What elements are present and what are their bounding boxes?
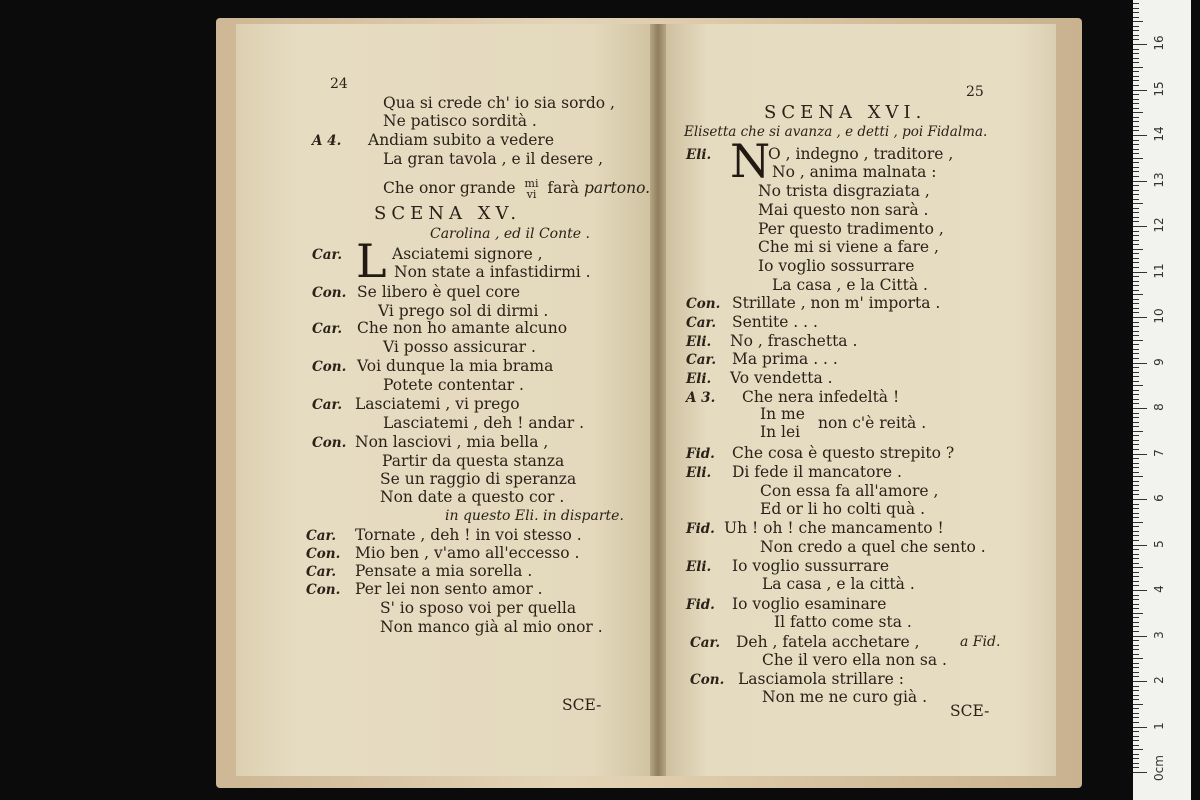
ruler-label: 2 — [1152, 676, 1166, 684]
ruler-tick-minor — [1133, 390, 1139, 391]
ruler-tick-minor — [1133, 326, 1139, 327]
ruler-tick-minor — [1133, 126, 1139, 127]
ruler-label: 15 — [1152, 80, 1166, 97]
ruler-tick-minor — [1133, 749, 1143, 750]
ruler-tick-minor — [1133, 190, 1139, 191]
ruler-tick-minor — [1133, 663, 1139, 664]
ruler-tick-minor — [1133, 645, 1139, 646]
ruler-tick-minor — [1133, 381, 1139, 382]
ruler-tick-minor — [1133, 185, 1139, 186]
ruler-tick-major — [1133, 90, 1147, 91]
ruler-tick-minor — [1133, 394, 1139, 395]
speaker: Eli. — [686, 371, 712, 387]
speaker: Car. — [306, 564, 337, 580]
text-line: Non lasciovi , mia bella , — [355, 433, 549, 451]
text-line: Io voglio esaminare — [732, 595, 887, 613]
ruler-tick-minor — [1133, 176, 1139, 177]
text-line-fraction — [383, 178, 650, 200]
ruler-tick-minor — [1133, 117, 1139, 118]
ruler-tick-minor — [1133, 171, 1139, 172]
ruler-tick-major — [1133, 636, 1147, 637]
ruler-tick-minor — [1133, 144, 1139, 145]
ruler-tick-minor — [1133, 353, 1139, 354]
speaker: Con. — [306, 582, 341, 598]
scene-subtitle: Carolina , ed il Conte . — [430, 226, 590, 242]
ruler-tick-minor — [1133, 258, 1139, 259]
ruler-tick-major — [1133, 590, 1147, 591]
catchword-left: SCE- — [562, 696, 602, 714]
ruler-label: 11 — [1152, 262, 1166, 279]
ruler-label: 4 — [1152, 585, 1166, 593]
ruler-tick-minor — [1133, 26, 1139, 27]
ruler-tick-minor — [1133, 385, 1143, 386]
ruler-tick-minor — [1133, 253, 1139, 254]
text-line: Per lei non sento amor . — [355, 580, 543, 598]
ruler-tick-major — [1133, 226, 1147, 227]
ruler-tick-minor — [1133, 235, 1139, 236]
ruler-tick-minor — [1133, 713, 1139, 714]
ruler-tick-minor — [1133, 212, 1139, 213]
ruler-tick-minor — [1133, 686, 1139, 687]
ruler-tick-minor — [1133, 344, 1139, 345]
ruler-label: 10 — [1152, 308, 1166, 324]
text-line: non c'è reità . — [818, 414, 927, 432]
text-line: Vo vendetta . — [730, 369, 833, 387]
ruler-tick-minor — [1133, 276, 1139, 277]
text-line: Mio ben , v'amo all'eccesso . — [355, 544, 580, 562]
text-line: No , fraschetta . — [730, 332, 858, 350]
ruler-tick-minor — [1133, 463, 1139, 464]
speaker: Car. — [312, 321, 343, 337]
ruler-label: 13 — [1152, 171, 1166, 188]
ruler-label: 3 — [1152, 630, 1166, 639]
speaker: Con. — [312, 435, 347, 451]
ruler-tick-minor — [1133, 617, 1139, 618]
text-line: Non me ne curo già . — [762, 688, 927, 706]
ruler-tick-minor — [1133, 340, 1143, 341]
speaker: Car. — [306, 528, 337, 544]
ruler-tick-minor — [1133, 208, 1139, 209]
drop-cap: L — [356, 234, 387, 288]
ruler-tick-minor — [1133, 549, 1139, 550]
ruler-tick-minor — [1133, 435, 1139, 436]
text-line: Che mi si viene a fare , — [758, 238, 939, 256]
text-line: Che cosa è questo strepito ? — [732, 444, 955, 462]
ruler-tick-minor — [1133, 76, 1139, 77]
fraction-bottom: vi — [526, 188, 537, 201]
ruler-tick-minor — [1133, 554, 1139, 555]
speaker: Fid. — [686, 446, 715, 462]
ruler-tick-minor — [1133, 153, 1139, 154]
ruler-tick-major — [1133, 181, 1147, 182]
ruler-tick-minor — [1133, 140, 1139, 141]
ruler-tick-minor — [1133, 490, 1139, 491]
ruler-tick-minor — [1133, 649, 1139, 650]
drop-cap: N — [730, 134, 771, 188]
ruler-tick-minor — [1133, 699, 1139, 700]
ruler-tick-minor — [1133, 303, 1139, 304]
ruler-tick-minor — [1133, 631, 1139, 632]
text-line: In me — [760, 405, 805, 423]
text-line: Mai questo non sarà . — [758, 201, 929, 219]
text-line: Non manco già al mio onor . — [380, 618, 603, 636]
ruler-tick-minor — [1133, 676, 1139, 677]
ruler-tick-minor — [1133, 49, 1139, 50]
ruler-tick-major — [1133, 727, 1147, 728]
text-line: Sentite . . . — [732, 313, 818, 331]
text-line: Che nera infedeltà ! — [742, 388, 900, 406]
text-line: Se un raggio di speranza — [380, 470, 577, 488]
ruler-label: 8 — [1152, 403, 1166, 411]
ruler-tick-major — [1133, 681, 1147, 682]
ruler-tick-minor — [1133, 440, 1139, 441]
ruler-tick-minor — [1133, 481, 1139, 482]
stage-direction: partono. — [583, 179, 651, 197]
speaker: Car. — [690, 635, 721, 651]
text-line: Non credo a quel che sento . — [760, 538, 986, 556]
text-line: Che non ho amante alcuno — [357, 319, 568, 337]
speaker: Eli. — [686, 334, 712, 350]
text-line: Uh ! oh ! che mancamento ! — [724, 519, 944, 537]
ruler-tick-minor — [1133, 613, 1143, 614]
ruler-tick-minor — [1133, 754, 1139, 755]
catchword-right: SCE- — [950, 702, 990, 720]
ruler-tick-minor — [1133, 112, 1143, 113]
ruler-tick-minor — [1133, 504, 1139, 505]
ruler-tick-minor — [1133, 531, 1139, 532]
ruler-tick-minor — [1133, 121, 1139, 122]
ruler-tick-minor — [1133, 763, 1139, 764]
ruler-label: 5 — [1152, 539, 1166, 548]
speaker: Car. — [686, 352, 717, 368]
ruler-tick-minor — [1133, 358, 1139, 359]
speaker: Con. — [312, 285, 347, 301]
text-fragment: Che onor grande — [383, 179, 516, 197]
ruler-tick-minor — [1133, 149, 1139, 150]
speaker: A 3. — [686, 390, 716, 406]
ruler-tick-major — [1133, 135, 1147, 136]
page-number-left: 24 — [330, 76, 348, 92]
ruler-tick-minor — [1133, 403, 1139, 404]
ruler-label: 9 — [1152, 357, 1166, 366]
text-line: Vi posso assicurar . — [383, 338, 536, 356]
ruler-label: 7 — [1152, 448, 1166, 457]
ruler-tick-minor — [1133, 745, 1139, 746]
ruler-tick-minor — [1133, 517, 1139, 518]
ruler-tick-minor — [1133, 399, 1139, 400]
ruler-tick-minor — [1133, 21, 1143, 22]
text-line: No trista disgraziata , — [758, 182, 930, 200]
ruler-tick-minor — [1133, 599, 1139, 600]
text-line: Di fede il mancatore . — [732, 463, 902, 481]
ruler-tick-minor — [1133, 240, 1139, 241]
text-line: O , indegno , traditore , — [768, 145, 954, 163]
text-line: Lasciatemi , deh ! andar . — [383, 414, 585, 432]
speaker: Fid. — [686, 597, 715, 613]
ruler-label: 0cm — [1152, 755, 1166, 781]
ruler-tick-minor — [1133, 413, 1139, 414]
ruler-tick-minor — [1133, 558, 1139, 559]
book-gutter — [650, 24, 666, 776]
scene-title: SCENA XVI. — [764, 102, 927, 123]
ruler-tick-minor — [1133, 431, 1143, 432]
text-line: Qua si crede ch' io sia sordo , — [383, 94, 615, 112]
ruler-tick-minor — [1133, 62, 1139, 63]
ruler-tick-minor — [1133, 608, 1139, 609]
fraction — [525, 178, 539, 200]
ruler-tick-minor — [1133, 585, 1139, 586]
ruler-tick-minor — [1133, 604, 1139, 605]
ruler-tick-minor — [1133, 417, 1139, 418]
ruler-tick-minor — [1133, 422, 1139, 423]
ruler-tick-minor — [1133, 622, 1139, 623]
text-line: Deh , fatela acchetare , — [736, 633, 920, 651]
scene-subtitle: Elisetta che si avanza , e detti , poi Fidalma. — [684, 124, 988, 140]
ruler-label: 16 — [1152, 35, 1166, 51]
speaker: A 4. — [312, 133, 342, 149]
ruler-label: 6 — [1152, 494, 1166, 502]
ruler-tick-minor — [1133, 372, 1139, 373]
ruler-tick-minor — [1133, 458, 1139, 459]
ruler-tick-major — [1133, 44, 1147, 45]
ruler-tick-minor — [1133, 567, 1143, 568]
ruler-tick-minor — [1133, 572, 1139, 573]
ruler-tick-minor — [1133, 130, 1139, 131]
ruler-tick-minor — [1133, 576, 1139, 577]
ruler-tick-minor — [1133, 322, 1139, 323]
ruler-tick-minor — [1133, 294, 1143, 295]
ruler-tick-minor — [1133, 53, 1139, 54]
ruler-tick-minor — [1133, 199, 1139, 200]
ruler-tick-minor — [1133, 690, 1139, 691]
ruler-tick-major — [1133, 272, 1147, 273]
ruler-tick-minor — [1133, 39, 1139, 40]
ruler-tick-minor — [1133, 203, 1143, 204]
ruler-tick-minor — [1133, 85, 1139, 86]
ruler-tick-minor — [1133, 708, 1139, 709]
ruler-tick-minor — [1133, 35, 1139, 36]
text-line: Potete contentar . — [383, 376, 524, 394]
ruler-tick-minor — [1133, 249, 1143, 250]
ruler-tick-minor — [1133, 285, 1139, 286]
text-line: Se libero è quel core — [357, 283, 521, 301]
ruler-tick-minor — [1133, 231, 1139, 232]
ruler-tick-minor — [1133, 299, 1139, 300]
text-line: Non date a questo cor . — [380, 488, 565, 506]
text-line: Pensate a mia sorella . — [355, 562, 533, 580]
ruler-tick-minor — [1133, 695, 1139, 696]
text-line: Asciatemi signore , — [392, 245, 543, 263]
text-line: Lasciamola strillare : — [738, 670, 904, 688]
ruler-tick-minor — [1133, 108, 1139, 109]
text-line: Ma prima . . . — [732, 350, 838, 368]
speaker: Eli. — [686, 465, 712, 481]
text-line: S' io sposo voi per quella — [380, 599, 577, 617]
ruler-tick-minor — [1133, 99, 1139, 100]
ruler-tick-minor — [1133, 8, 1139, 9]
text-line: Con essa fa all'amore , — [760, 482, 939, 500]
ruler-label: 12 — [1152, 217, 1166, 233]
ruler-tick-minor — [1133, 290, 1139, 291]
speaker: Con. — [312, 359, 347, 375]
ruler-tick-minor — [1133, 722, 1139, 723]
measurement-ruler — [1133, 0, 1191, 800]
ruler-tick-minor — [1133, 704, 1143, 705]
ruler-tick-minor — [1133, 426, 1139, 427]
page-number-right: 25 — [966, 84, 984, 100]
text-line: Voi dunque la mia brama — [357, 357, 554, 375]
ruler-label: 14 — [1152, 126, 1166, 142]
stage-direction: a Fid. — [960, 634, 1001, 650]
ruler-tick-minor — [1133, 281, 1139, 282]
ruler-tick-minor — [1133, 767, 1139, 768]
ruler-tick-major — [1133, 408, 1147, 409]
ruler-tick-major — [1133, 772, 1147, 773]
text-line: In lei — [760, 423, 801, 441]
speaker: Eli. — [686, 559, 712, 575]
ruler-tick-minor — [1133, 103, 1139, 104]
ruler-tick-minor — [1133, 522, 1143, 523]
speaker: Con. — [686, 296, 721, 312]
text-line: Tornate , deh ! in voi stesso . — [355, 526, 582, 544]
ruler-tick-minor — [1133, 349, 1139, 350]
ruler-tick-minor — [1133, 731, 1139, 732]
ruler-tick-minor — [1133, 335, 1139, 336]
ruler-tick-minor — [1133, 535, 1139, 536]
text-line: Che il vero ella non sa . — [762, 651, 947, 669]
text-line: Partir da questa stanza — [382, 452, 565, 470]
text-line: Andiam subito a vedere — [368, 131, 554, 149]
ruler-tick-minor — [1133, 485, 1139, 486]
ruler-tick-minor — [1133, 312, 1139, 313]
ruler-tick-minor — [1133, 508, 1139, 509]
ruler-tick-minor — [1133, 162, 1139, 163]
ruler-tick-major — [1133, 545, 1147, 546]
ruler-tick-minor — [1133, 308, 1139, 309]
ruler-tick-major — [1133, 317, 1147, 318]
ruler-tick-minor — [1133, 376, 1139, 377]
ruler-tick-minor — [1133, 654, 1139, 655]
ruler-tick-minor — [1133, 526, 1139, 527]
text-line: No , anima malnata : — [772, 163, 937, 181]
text-line: Io voglio sussurrare — [732, 557, 890, 575]
ruler-tick-minor — [1133, 158, 1143, 159]
ruler-tick-minor — [1133, 3, 1139, 4]
ruler-tick-minor — [1133, 640, 1139, 641]
ruler-tick-minor — [1133, 667, 1139, 668]
speaker: Con. — [690, 672, 725, 688]
speaker: Eli. — [686, 147, 712, 163]
ruler-tick-minor — [1133, 58, 1139, 59]
ruler-tick-minor — [1133, 367, 1139, 368]
ruler-tick-minor — [1133, 194, 1139, 195]
ruler-tick-minor — [1133, 736, 1139, 737]
text-line: La casa , e la Città . — [772, 276, 928, 294]
ruler-tick-minor — [1133, 67, 1143, 68]
ruler-tick-minor — [1133, 167, 1139, 168]
ruler-tick-minor — [1133, 717, 1139, 718]
ruler-tick-minor — [1133, 758, 1139, 759]
ruler-tick-minor — [1133, 244, 1139, 245]
text-line: Ed or li ho colti quà . — [760, 500, 925, 518]
text-line: Io voglio sossurrare — [758, 257, 915, 275]
ruler-tick-major — [1133, 499, 1147, 500]
text-line: Per questo tradimento , — [758, 220, 944, 238]
ruler-tick-minor — [1133, 626, 1139, 627]
ruler-tick-minor — [1133, 71, 1139, 72]
text-fragment: farà — [547, 179, 580, 197]
ruler-tick-minor — [1133, 540, 1139, 541]
text-line: La gran tavola , e il desere , — [383, 150, 604, 168]
speaker: Con. — [306, 546, 341, 562]
text-line: Il fatto come sta . — [774, 613, 912, 631]
text-line: Non state a infastidirmi . — [394, 263, 591, 281]
ruler-tick-minor — [1133, 217, 1139, 218]
stage-direction: in questo Eli. in disparte. — [445, 508, 624, 524]
ruler-tick-minor — [1133, 581, 1139, 582]
ruler-tick-minor — [1133, 444, 1139, 445]
ruler-tick-minor — [1133, 595, 1139, 596]
text-line: La casa , e la città . — [762, 575, 915, 593]
fraction-top: mi — [524, 177, 539, 190]
ruler-tick-minor — [1133, 12, 1139, 13]
ruler-tick-major — [1133, 363, 1147, 364]
ruler-tick-minor — [1133, 472, 1139, 473]
ruler-tick-minor — [1133, 94, 1139, 95]
ruler-tick-minor — [1133, 331, 1139, 332]
speaker: Car. — [686, 315, 717, 331]
ruler-tick-minor — [1133, 80, 1139, 81]
text-line: Strillate , non m' importa . — [732, 294, 941, 312]
ruler-tick-minor — [1133, 267, 1139, 268]
ruler-tick-minor — [1133, 467, 1139, 468]
text-line: Lasciatemi , vi prego — [355, 395, 520, 413]
ruler-tick-minor — [1133, 17, 1139, 18]
ruler-tick-minor — [1133, 513, 1139, 514]
speaker: Fid. — [686, 521, 715, 537]
ruler-tick-minor — [1133, 476, 1143, 477]
ruler-tick-major — [1133, 454, 1147, 455]
ruler-tick-minor — [1133, 740, 1139, 741]
scene-title: SCENA XV. — [374, 203, 522, 224]
ruler-tick-minor — [1133, 221, 1139, 222]
ruler-tick-minor — [1133, 449, 1139, 450]
speaker: Car. — [312, 397, 343, 413]
ruler-tick-minor — [1133, 30, 1139, 31]
text-line: Vi prego sol di dirmi . — [378, 302, 549, 320]
ruler-tick-minor — [1133, 658, 1143, 659]
ruler-tick-minor — [1133, 262, 1139, 263]
ruler-tick-minor — [1133, 563, 1139, 564]
ruler-tick-minor — [1133, 494, 1139, 495]
ruler-label: 1 — [1152, 721, 1166, 730]
speaker: Car. — [312, 247, 343, 263]
ruler-tick-minor — [1133, 672, 1139, 673]
text-line: Ne patisco sordità . — [383, 112, 537, 130]
